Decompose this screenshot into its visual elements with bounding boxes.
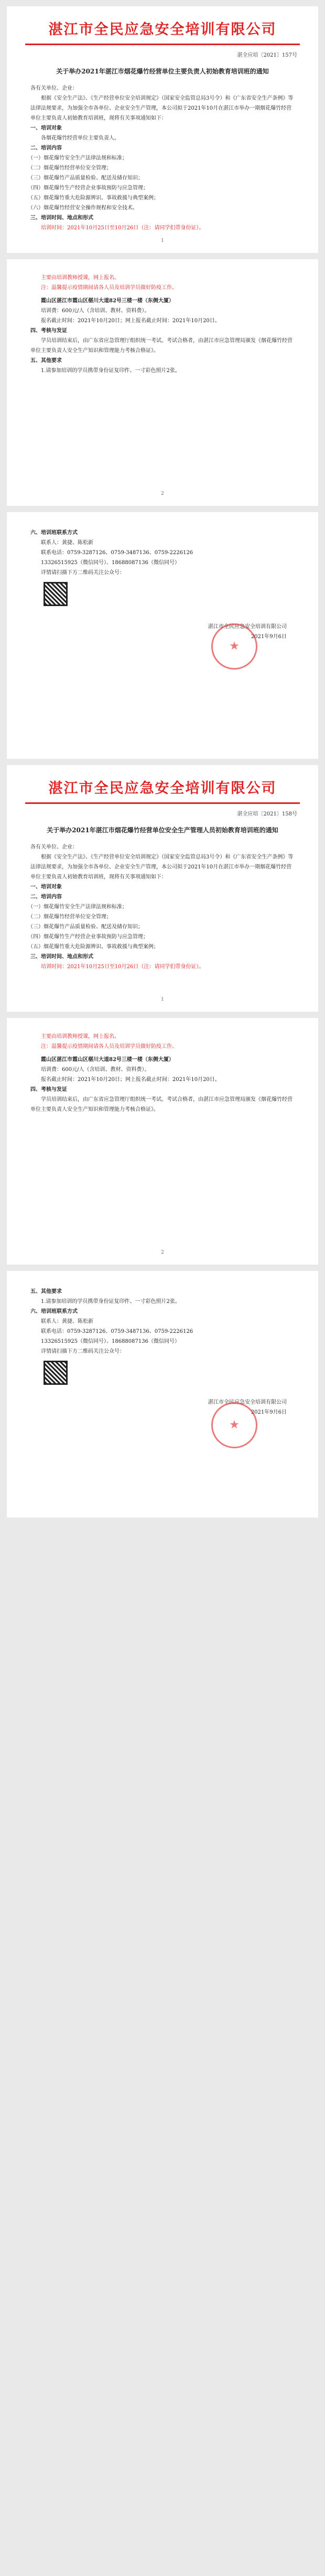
section-2-item: （五）烟花爆竹重大危险源辨识、事故救援与典型案例； <box>28 944 159 950</box>
page-number: 1 <box>161 238 164 243</box>
section-5-body: 1.请参加培训的学员携带身份证复印件、一寸彩色照片2张。 <box>41 1299 180 1305</box>
section-2-item: （一）烟花爆竹安全生产法律法规和标准； <box>28 904 127 910</box>
section-4-body: 学员培训结束后，由广东省应急管理厅组织统一考试。考试合格者，由湛江市应急管理局颁发《烟花爆竹经营单位主要负责人安全生产知识和管理能力考核合格证》。 <box>30 1097 292 1112</box>
section-2-item: （二）烟花爆竹经营单位安全管理； <box>28 165 112 171</box>
doc2-page2 <box>7 1018 318 1265</box>
doc1-page3 <box>7 512 318 759</box>
qr-code-icon[interactable] <box>44 582 68 606</box>
salutation: 各有关单位、企业： <box>30 86 78 91</box>
training-fee: 培训费：600元/人（含培训、教材、资料费）。 <box>41 308 150 314</box>
training-time: 培训时间：2021年10月25日至10月26日（注：请同学们带身份证）。 <box>41 225 204 231</box>
section-6-heading: 六、培训班联系方式 <box>30 1309 78 1314</box>
doc2-page1 <box>7 765 318 1012</box>
letterhead: 湛江市全民应急安全培训有限公司 <box>48 780 277 797</box>
issuer-signature: 湛江市全民应急安全培训有限公司 <box>208 624 287 630</box>
contact-name: 联系人：黄捷、陈松新 <box>41 540 93 546</box>
doc1-page1 <box>7 6 318 253</box>
training-method: 主要由培训教师授课，网上报名。 <box>41 275 120 281</box>
section-2-item: （三）烟花爆竹产品质量检验、配送及储存知识； <box>28 175 143 181</box>
letterhead-rule <box>25 802 300 804</box>
section-2-item: （四）烟花爆竹生产经营企业事故预防与应急管理； <box>28 934 148 940</box>
section-6-heading: 六、培训班联系方式 <box>30 530 78 536</box>
section-2-heading: 二、培训内容 <box>30 145 62 151</box>
section-1-heading: 一、培训对象 <box>30 884 62 890</box>
section-4-heading: 四、考核与发证 <box>30 328 67 334</box>
section-2-item: （四）烟花爆竹生产经营企业事故预防与应急管理； <box>28 185 148 191</box>
issue-date: 2021年9月6日 <box>251 634 287 640</box>
doc-number: 湛全应培〔2021〕157号 <box>237 52 297 58</box>
issuer-signature: 湛江市全民应急安全培训有限公司 <box>208 1400 287 1405</box>
training-time: 培训时间：2021年10月25日至10月26日（注：请同学们带身份证）。 <box>41 964 204 970</box>
epidemic-notice: 注：温馨提示疫情期间请各人员及培训学员做好防疫工作。 <box>41 285 177 291</box>
training-fee: 培训费：600元/人（含培训、教材、资料费）。 <box>41 1067 150 1073</box>
company-seal <box>211 623 257 670</box>
doc1-page2 <box>7 259 318 506</box>
salutation: 各有关单位、企业： <box>30 844 78 850</box>
section-5-heading: 五、其他要求 <box>30 1289 62 1295</box>
section-2-item: （六）烟花爆竹经营安全操作规程和安全技术。 <box>28 205 138 211</box>
intro-paragraph: 根据《安全生产法》、《生产经营单位安全培训规定》（国家安全监管总局3号令）和《广东省安全生产条例》等法律法规要求，为加强全市各单位、企业安全生产管理，本公司拟于2021年10月在湛江市举办一期烟花爆竹经营单位主要负责人初始教育培训班，现将有关事项通知如下： <box>30 854 294 880</box>
enroll-deadline: 报名截止时间：2021年10月20日；网上报名截止时间：2021年10月20日。 <box>41 1077 220 1083</box>
contact-name: 联系人：黄捷、陈松新 <box>41 1319 93 1324</box>
section-2-item: （一）烟花爆竹安全生产法律法规和标准； <box>28 155 127 161</box>
doc-title: 关于举办2021年湛江市烟花爆竹经营单位主要负责人初始教育培训班的通知 <box>56 68 269 75</box>
letterhead: 湛江市全民应急安全培训有限公司 <box>48 22 277 38</box>
section-4-heading: 四、考核与发证 <box>30 1087 67 1093</box>
training-address: 霞山区湛江市霞山区椹川大道82号三楼一楼（东侧大厦） <box>41 1057 174 1063</box>
letterhead-rule <box>25 44 300 45</box>
section-5-heading: 五、其他要求 <box>30 358 62 364</box>
contact-mobile: 13326515925（微信同号）、18688087136（微信同号） <box>41 560 180 566</box>
qr-code-icon[interactable] <box>44 1361 68 1385</box>
section-5-body: 1.请参加培训的学员携带身份证复印件、一寸彩色照片2张。 <box>41 368 180 374</box>
contact-phone: 联系电话：0759-3287126、0759-3487136、0759-2226126 <box>41 550 193 556</box>
section-4-body: 学员培训结束后，由广东省应急管理厅组织统一考试。考试合格者，由湛江市应急管理局颁发《烟花爆竹经营单位主要负责人安全生产知识和管理能力考核合格证》。 <box>30 338 292 354</box>
section-2-item: （五）烟花爆竹重大危险源辨识、事故救援与典型案例； <box>28 195 159 201</box>
section-2-item: （三）烟花爆竹产品质量检验、配送及储存知识； <box>28 924 143 930</box>
issue-date: 2021年9月6日 <box>251 1409 287 1415</box>
section-1-heading: 一、培训对象 <box>30 125 62 131</box>
contact-qr-text: 详情请扫描下方二维码关注公众号： <box>41 1349 125 1354</box>
section-3-heading: 三、培训时间、地点和形式 <box>30 954 93 960</box>
page-number: 2 <box>161 491 164 496</box>
doc-number: 湛全应培〔2021〕158号 <box>237 811 297 817</box>
epidemic-notice: 注：温馨提示疫情期间请各人员及培训学员做好防疫工作。 <box>41 1044 177 1050</box>
page-number: 1 <box>161 997 164 1002</box>
training-method: 主要由培训教师授课，网上报名。 <box>41 1034 120 1040</box>
section-1-body: 各烟花爆竹经营单位主要负责人。 <box>41 135 120 141</box>
contact-mobile: 13326515925（微信同号）、18688087136（微信同号） <box>41 1339 180 1344</box>
contact-phone: 联系电话：0759-3287126、0759-3487136、0759-2226126 <box>41 1329 193 1334</box>
section-2-heading: 二、培训内容 <box>30 894 62 900</box>
page-number: 2 <box>161 1250 164 1255</box>
doc-title: 关于举办2021年湛江市烟花爆竹经营单位安全生产管理人员初始教育培训班的通知 <box>47 826 278 834</box>
enroll-deadline: 报名截止时间：2021年10月20日；网上报名截止时间：2021年10月20日。 <box>41 318 220 324</box>
contact-qr-text: 详情请扫描下方二维码关注公众号： <box>41 570 125 576</box>
doc2-page3 <box>7 1271 318 1518</box>
section-2-item: （二）烟花爆竹经营单位安全管理； <box>28 914 112 920</box>
company-seal <box>211 1402 257 1448</box>
section-3-heading: 三、培训时间、地点和形式 <box>30 215 93 221</box>
training-address: 霞山区湛江市霞山区椹川大道82号三楼一楼（东侧大厦） <box>41 298 174 304</box>
intro-paragraph: 根据《安全生产法》、《生产经营单位安全培训规定》（国家安全监管总局3号令）和《广东省安全生产条例》等法律法规要求，为加强全市各单位、企业安全生产管理，本公司拟于2021年10月在湛江市举办一期烟花爆竹经营单位主要负责人初始教育培训班，现将有关事项通知如下： <box>30 96 294 121</box>
